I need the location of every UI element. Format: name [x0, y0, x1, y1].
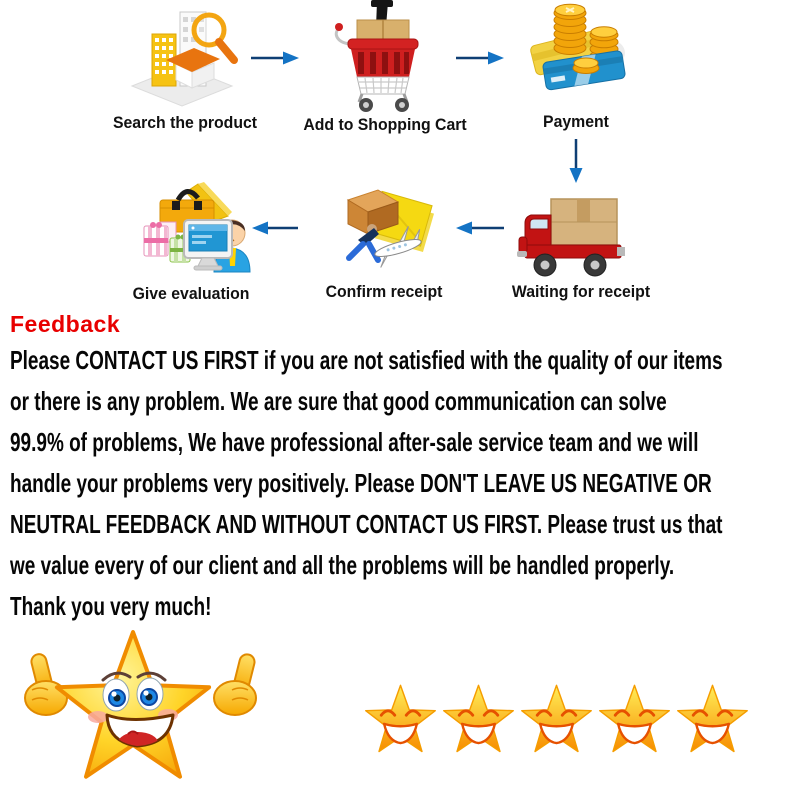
feedback-heading: Feedback — [10, 311, 121, 337]
smiley-star-icon — [674, 672, 751, 768]
feedback-line-6: we value every of our client and all the problems will be handled properly. — [10, 550, 675, 580]
feedback-line-5: NEUTRAL FEEDBACK AND WITHOUT CONTACT US FIRST. Please trust us that — [10, 509, 723, 539]
confirm-receipt-icon — [320, 186, 445, 276]
arrow-right-icon — [250, 50, 300, 66]
step-label-confirm-receipt: Confirm receipt — [325, 282, 443, 301]
step-label-search: Search the product — [112, 113, 258, 132]
give-evaluation-icon — [140, 176, 252, 278]
smiley-star-icon — [596, 672, 673, 768]
arrow-down-icon — [568, 138, 584, 184]
search-product-icon — [122, 2, 242, 110]
feedback-line-4: handle your problems very positively. Please DON'T LEAVE US NEGATIVE OR — [10, 468, 712, 498]
step-label-payment: Payment — [543, 112, 609, 131]
smiley-star-icon — [518, 672, 595, 768]
arrow-left-icon — [251, 220, 299, 236]
arrow-left-icon — [455, 220, 505, 236]
feedback-line-3: 99.9% of problems, We have professional after-sale service team and we will — [10, 427, 699, 457]
payment-icon — [526, 0, 646, 105]
step-label-give-evaluation: Give evaluation — [132, 284, 250, 303]
feedback-line-1: Please CONTACT US FIRST if you are not satisfied with the quality of our items — [10, 345, 723, 375]
delivery-truck-icon — [515, 193, 630, 285]
arrow-right-icon — [455, 50, 505, 66]
smiley-star-icon — [440, 672, 517, 768]
shopping-cart-icon — [325, 0, 440, 114]
five-star-rating — [362, 672, 752, 770]
smiley-star-icon — [362, 672, 439, 768]
step-label-waiting-receipt: Waiting for receipt — [511, 282, 651, 301]
feedback-line-2: or there is any problem. We are sure that good communication can solve — [10, 386, 667, 416]
smiling-star-thumbs-up-icon — [20, 616, 265, 798]
feedback-line-7: Thank you very much! — [10, 591, 212, 621]
step-label-add-to-cart: Add to Shopping Cart — [303, 115, 467, 134]
